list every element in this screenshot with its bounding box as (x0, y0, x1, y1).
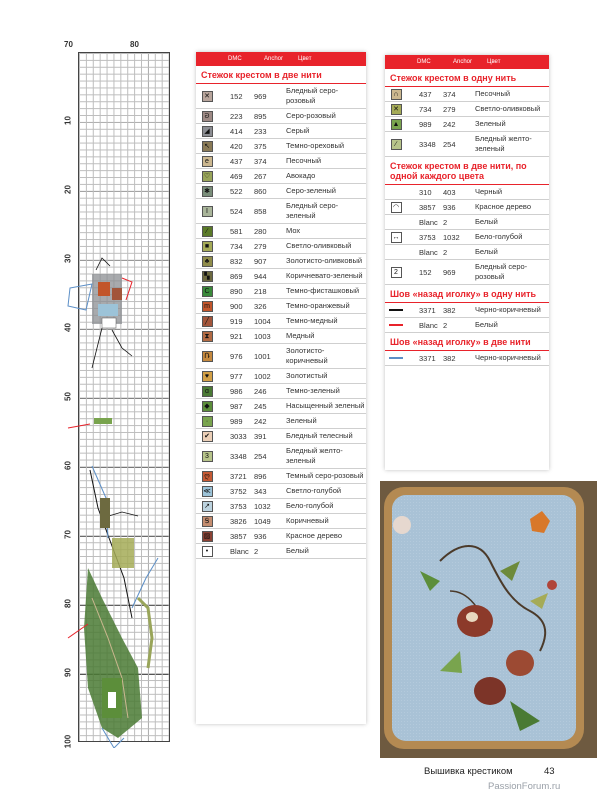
anchor-code: 391 (254, 431, 267, 441)
anchor-code: 944 (254, 271, 267, 281)
color-key-row (385, 318, 549, 333)
anchor-code: 1002 (254, 371, 271, 381)
dmc-code: 832 (230, 256, 243, 266)
dmc-code: 977 (230, 371, 243, 381)
dmc-code: 420 (230, 141, 243, 151)
anchor-code: 895 (254, 111, 267, 121)
symbol-cell (196, 111, 218, 122)
color-name: Светло-оливковый (475, 104, 541, 113)
color-key-row (196, 444, 366, 469)
color-key-row (196, 399, 366, 414)
color-key-row (385, 351, 549, 366)
color-key-row (385, 230, 549, 245)
color-key-row (385, 260, 549, 285)
color-name: Темно-оранжевый (286, 301, 350, 310)
stitch-symbol-icon: Ꞩ (202, 516, 213, 527)
color-key-row (196, 484, 366, 499)
anchor-code: 936 (254, 531, 267, 541)
color-name: Песочный (286, 156, 322, 165)
dmc-code: 3857 (230, 531, 247, 541)
color-name: Красное дерево (475, 202, 531, 211)
color-key-row (196, 499, 366, 514)
symbol-cell (385, 357, 407, 359)
row-label-10: 10 (63, 116, 73, 125)
dmc-code: 437 (230, 156, 243, 166)
symbol-cell (385, 119, 407, 130)
symbol-cell (196, 516, 218, 527)
color-key-row (196, 154, 366, 169)
symbol-cell (385, 267, 407, 278)
color-name: Темно-ореховый (286, 141, 345, 150)
symbol-cell (385, 324, 407, 326)
stitch-symbol-icon: C (202, 286, 213, 297)
color-key-row (385, 245, 549, 260)
anchor-code: 254 (254, 451, 267, 461)
stitch-symbol-icon: Ռ (202, 351, 213, 362)
anchor-code: 907 (254, 256, 267, 266)
dmc-code: Blanc (419, 320, 438, 330)
symbol-cell (196, 331, 218, 342)
stitch-symbol-icon: ■ (202, 241, 213, 252)
stitch-symbol-icon: ◠ (391, 202, 402, 213)
symbol-cell (196, 531, 218, 542)
symbol-cell (196, 156, 218, 167)
color-name: Золотисто-оливковый (286, 256, 363, 265)
row-label-80: 80 (63, 599, 73, 608)
anchor-code: 1001 (254, 351, 271, 361)
stitch-symbol-icon: ▲ (391, 119, 402, 130)
color-name: Зеленый (286, 416, 317, 425)
anchor-code: 267 (254, 171, 267, 181)
dmc-code: 152 (230, 91, 243, 101)
dmc-code: 3033 (230, 431, 247, 441)
header-color: Цвет (487, 59, 501, 65)
color-name: Темно-фисташковый (286, 286, 360, 295)
color-name: Золотисто-коричневый (286, 346, 328, 365)
row-label-40: 40 (63, 323, 73, 332)
color-name: Медный (286, 331, 315, 340)
color-name: Темный серо-розовый (286, 471, 364, 480)
row-label-70: 70 (63, 530, 73, 539)
stitch-symbol-icon: 3 (202, 451, 213, 462)
stitch-symbol-icon: ≪ (203, 487, 211, 495)
color-key-row (196, 139, 366, 154)
anchor-code: 326 (254, 301, 267, 311)
color-name: Темно-зеленый (286, 386, 340, 395)
symbol-cell (196, 241, 218, 252)
symbol-cell (196, 546, 218, 557)
color-name: Серый (286, 126, 310, 135)
color-key-row (385, 200, 549, 215)
page-number: 43 (544, 766, 555, 777)
stitch-symbol-icon: ♥ (202, 371, 213, 382)
color-name: Черный (475, 187, 503, 196)
color-key-row (196, 184, 366, 199)
symbol-cell (196, 256, 218, 267)
dmc-code: 310 (419, 187, 432, 197)
header-anchor: Anchor (264, 56, 284, 62)
anchor-code: 374 (254, 156, 267, 166)
anchor-code: 280 (254, 226, 267, 236)
symbol-cell (196, 141, 218, 152)
color-key-row (196, 514, 366, 529)
symbol-cell (196, 371, 218, 382)
stitch-symbol-icon: ⧗ (202, 331, 213, 342)
symbol-cell (196, 286, 218, 297)
anchor-code: 1004 (254, 316, 271, 326)
side-section4-title: Шов «назад иголку» в две нити (390, 337, 531, 347)
anchor-code: 245 (254, 401, 267, 411)
dmc-code: 987 (230, 401, 243, 411)
symbol-cell (196, 91, 218, 102)
symbol-cell (196, 171, 218, 182)
color-name: Мох (286, 226, 301, 235)
main-color-key (196, 52, 366, 724)
color-key-row (196, 369, 366, 384)
color-key-row (196, 329, 366, 344)
color-name: Темно-медный (286, 316, 338, 325)
color-key-row (385, 215, 549, 230)
color-name: Светло-оливковый (286, 241, 352, 250)
side-section3-title: Шов «назад иголку» в одну нить (390, 289, 537, 299)
anchor-code: 2 (443, 247, 448, 257)
anchor-code: 374 (443, 89, 456, 99)
color-name: Бледный серо-зеленый (286, 201, 339, 220)
color-key-row (196, 414, 366, 429)
color-name: Белый (286, 546, 309, 555)
color-name: Черно-коричневый (475, 353, 541, 362)
dmc-code: 734 (419, 104, 432, 114)
header-color: Цвет (298, 56, 312, 62)
color-name: Бледный серо-розовый (475, 262, 528, 281)
symbol-cell (196, 386, 218, 397)
color-name: Песочный (475, 89, 511, 98)
dmc-code: 3371 (419, 305, 436, 315)
dmc-code: Blanc (230, 546, 249, 556)
symbol-cell (385, 104, 407, 115)
col-label-70: 70 (64, 40, 73, 49)
color-name: Бледный желто-зеленый (286, 446, 343, 465)
chart-pattern (62, 38, 182, 748)
stitch-symbol-icon: ✕ (202, 91, 213, 102)
dmc-code: 3753 (419, 232, 436, 242)
anchor-code: 246 (254, 386, 267, 396)
anchor-code: 1003 (254, 331, 271, 341)
dmc-code: 989 (419, 119, 432, 129)
color-name: Серо-розовый (286, 111, 336, 120)
color-name: Бело-голубой (475, 232, 523, 241)
symbol-cell (196, 471, 218, 482)
anchor-code: 969 (254, 91, 267, 101)
header-dmc: DMC (228, 56, 242, 62)
stitch-symbol-icon: ↔ (392, 233, 400, 241)
row-label-30: 30 (63, 254, 73, 263)
color-key-row (196, 109, 366, 124)
anchor-code: 218 (254, 286, 267, 296)
color-name: Насыщенный зеленый (286, 401, 365, 410)
dmc-code: 919 (230, 316, 243, 326)
symbol-cell (196, 186, 218, 197)
symbol-cell (196, 501, 218, 512)
color-key-row (385, 132, 549, 157)
color-key-row (196, 169, 366, 184)
anchor-code: 375 (254, 141, 267, 151)
anchor-code: 279 (443, 104, 456, 114)
color-key-row (196, 299, 366, 314)
dmc-code: 3348 (230, 451, 247, 461)
dmc-code: 900 (230, 301, 243, 311)
stitch-symbol-icon: m (202, 301, 213, 312)
dmc-code: 989 (230, 416, 243, 426)
anchor-code: 860 (254, 186, 267, 196)
dmc-code: 223 (230, 111, 243, 121)
color-name: Бледный желто-зеленый (475, 134, 532, 153)
row-label-90: 90 (63, 668, 73, 677)
color-key-row (196, 199, 366, 224)
stitch-symbol-icon: ɑ (202, 386, 213, 397)
header-dmc: DMC (417, 59, 431, 65)
dmc-code: 890 (230, 286, 243, 296)
stitch-symbol-icon: ↖ (202, 141, 213, 152)
stitch-symbol-icon: ✔ (202, 431, 213, 442)
symbol-cell (196, 401, 218, 412)
color-key-row (196, 284, 366, 299)
row-label-50: 50 (63, 392, 73, 401)
side-section2-title: Стежок крестом в две нити, по одной каждого цвета (390, 161, 527, 181)
side-section3-rows (385, 303, 549, 333)
embroidery-photo-illustration (380, 481, 597, 758)
symbol-cell (385, 202, 407, 213)
main-rows (196, 84, 366, 559)
symbol-cell (196, 206, 218, 217)
stitch-symbol-icon: I (202, 206, 213, 217)
symbol-cell (196, 451, 218, 462)
color-name: Серо-зеленый (286, 186, 336, 195)
stitch-symbol-icon: • (202, 546, 213, 557)
stitch-symbol-icon: ♡ (202, 171, 213, 182)
stitch-symbol-icon: ✱ (202, 186, 213, 197)
color-name: Зеленый (475, 119, 506, 128)
side-section4-rows (385, 351, 549, 366)
dmc-code: 3348 (419, 139, 436, 149)
anchor-code: 936 (443, 202, 456, 212)
symbol-cell (385, 139, 407, 150)
stitch-symbol-icon: ▨ (202, 531, 213, 542)
color-name: Коричневато-зеленый (286, 271, 363, 280)
dmc-code: 524 (230, 206, 243, 216)
color-key-row (196, 544, 366, 559)
dmc-code: Blanc (419, 247, 438, 257)
row-label-20: 20 (63, 185, 73, 194)
color-key-row (196, 314, 366, 329)
anchor-code: 2 (443, 320, 448, 330)
color-name: Коричневый (286, 516, 329, 525)
color-key-row (385, 303, 549, 318)
side-color-key (385, 55, 549, 470)
color-name: Светло-голубой (286, 486, 342, 495)
backstitch-line-icon (389, 357, 403, 359)
stitch-symbol-icon: ◢ (202, 126, 213, 137)
color-name: Черно-коричневый (475, 305, 541, 314)
color-key-row (196, 224, 366, 239)
side-section1-rows (385, 87, 549, 157)
stitch-symbol-icon: e (202, 156, 213, 167)
symbol-cell (385, 232, 407, 243)
anchor-code: 343 (254, 486, 267, 496)
dmc-code: 522 (230, 186, 243, 196)
color-key-row (196, 429, 366, 444)
insect-motif (68, 258, 132, 368)
color-key-row (196, 469, 366, 484)
embroidery-photo (380, 481, 597, 758)
stitch-symbol-icon: ∩ (391, 89, 402, 100)
dmc-code: 734 (230, 241, 243, 251)
footer-title: Вышивка крестиком (424, 766, 513, 777)
side-section1-title: Стежок крестом в одну нить (390, 73, 517, 83)
anchor-code: 279 (254, 241, 267, 251)
color-key-row (196, 124, 366, 139)
row-label-60: 60 (63, 461, 73, 470)
anchor-code: 1032 (443, 232, 460, 242)
color-name: Белый (475, 320, 498, 329)
header-anchor: Anchor (453, 59, 473, 65)
stitch-symbol-icon: 2 (391, 267, 402, 278)
color-name: Бледный телесный (286, 431, 353, 440)
color-key-row (385, 87, 549, 102)
color-name: Белый (475, 217, 498, 226)
watermark: PassionForum.ru (488, 781, 561, 792)
main-section-title: Стежок крестом в две нити (201, 70, 322, 80)
symbol-cell (196, 416, 218, 427)
color-name: Бело-голубой (286, 501, 334, 510)
backstitch-line-icon (389, 309, 403, 311)
backstitch-line-icon (389, 324, 403, 326)
color-key-row (196, 269, 366, 284)
stitch-symbol-icon: ◆ (202, 401, 213, 412)
anchor-code: 254 (443, 139, 456, 149)
stitch-symbol-icon: ∕ (202, 226, 213, 237)
color-key-row (196, 344, 366, 369)
stitch-symbol-icon: · (202, 416, 213, 427)
anchor-code: 969 (443, 267, 456, 277)
symbol-cell (196, 431, 218, 442)
stitch-symbol-icon: ▚ (202, 271, 213, 282)
side-section2-rows (385, 185, 549, 285)
symbol-cell (385, 309, 407, 311)
dmc-code: 152 (419, 267, 432, 277)
side-table-header (385, 55, 549, 69)
stitch-symbol-icon: ╱ (202, 316, 213, 327)
dmc-code: 437 (419, 89, 432, 99)
color-name: Красное дерево (286, 531, 342, 540)
color-key-row (385, 185, 549, 200)
main-table-header (196, 52, 366, 66)
anchor-code: 1032 (254, 501, 271, 511)
anchor-code: 382 (443, 305, 456, 315)
stitch-symbol-icon: ♣ (202, 256, 213, 267)
color-key-row (385, 117, 549, 132)
symbol-cell (196, 226, 218, 237)
symbol-cell (385, 89, 407, 100)
dmc-code: 3753 (230, 501, 247, 511)
stitch-symbol-icon: ∕ (391, 139, 402, 150)
symbol-cell (196, 271, 218, 282)
color-key-row (196, 384, 366, 399)
color-key-row (196, 254, 366, 269)
color-name: Бледный серо-розовый (286, 86, 339, 105)
anchor-code: 242 (443, 119, 456, 129)
dmc-code: 3826 (230, 516, 247, 526)
symbol-cell (196, 486, 218, 497)
brooch-icon (393, 516, 411, 534)
color-name: Авокадо (286, 171, 316, 180)
stitch-symbol-icon: ᘐ (202, 111, 213, 122)
row-label-100: 100 (63, 734, 73, 749)
dmc-code: 3857 (419, 202, 436, 212)
dmc-code: 414 (230, 126, 243, 136)
dmc-code: 581 (230, 226, 243, 236)
dmc-code: 3371 (419, 353, 436, 363)
dmc-code: 921 (230, 331, 243, 341)
chart-strip (62, 38, 182, 748)
anchor-code: 1049 (254, 516, 271, 526)
col-label-80: 80 (130, 40, 139, 49)
anchor-code: 403 (443, 187, 456, 197)
stitch-symbol-icon: ↗ (202, 501, 213, 512)
dmc-code: 3752 (230, 486, 247, 496)
anchor-code: 233 (254, 126, 267, 136)
symbol-cell (196, 126, 218, 137)
anchor-code: 858 (254, 206, 267, 216)
anchor-code: 2 (254, 546, 259, 556)
dmc-code: 3721 (230, 471, 247, 481)
anchor-code: 896 (254, 471, 267, 481)
dmc-code: 976 (230, 351, 243, 361)
anchor-code: 242 (254, 416, 267, 426)
dmc-code: 986 (230, 386, 243, 396)
dmc-code: Blanc (419, 217, 438, 227)
color-key-row (196, 239, 366, 254)
branch-motif (68, 466, 158, 748)
anchor-code: 2 (443, 217, 448, 227)
symbol-cell (196, 301, 218, 312)
stitch-symbol-icon: ✕ (391, 104, 402, 115)
symbol-cell (196, 316, 218, 327)
color-name: Золотистый (286, 371, 328, 380)
color-key-row (385, 102, 549, 117)
color-key-row (196, 529, 366, 544)
symbol-cell (196, 351, 218, 362)
anchor-code: 382 (443, 353, 456, 363)
color-name: Белый (475, 247, 498, 256)
stitch-symbol-icon: ღ (202, 471, 213, 482)
dmc-code: 869 (230, 271, 243, 281)
dmc-code: 469 (230, 171, 243, 181)
color-key-row (196, 84, 366, 109)
